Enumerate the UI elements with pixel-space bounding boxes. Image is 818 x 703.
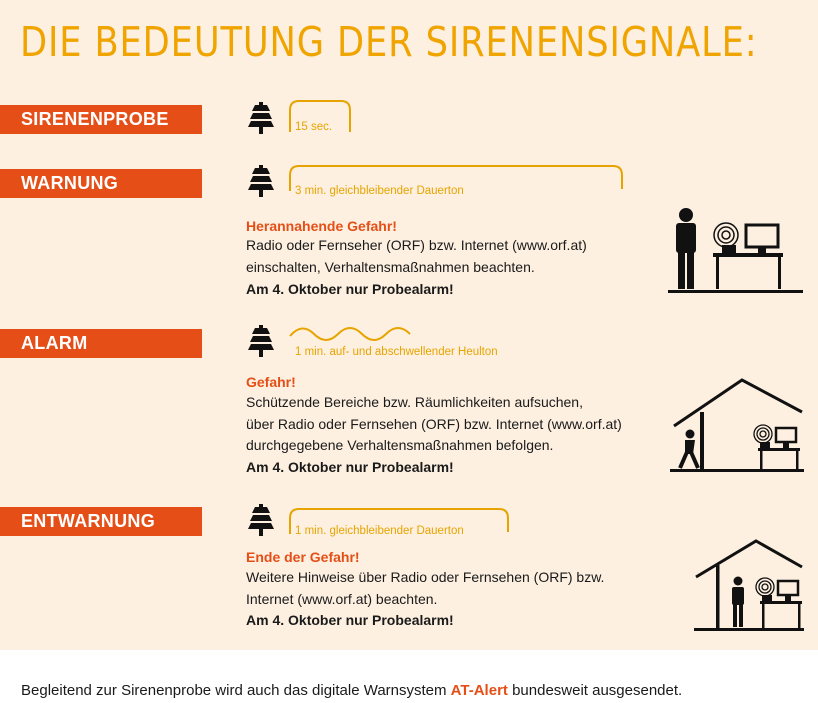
siren-icon xyxy=(246,325,276,357)
text-entwarnung-line-1: Weitere Hinweise über Radio oder Fernsehen (ORF) bzw. xyxy=(246,569,605,585)
note-entwarnung: Am 4. Oktober nur Probealarm! xyxy=(246,612,454,628)
label-sirenenprobe: SIRENENPROBE xyxy=(0,105,202,134)
person-at-tv-illustration xyxy=(668,205,803,295)
footer-text-after: bundesweit ausgesendet. xyxy=(507,682,683,699)
note-warnung: Am 4. Oktober nur Probealarm! xyxy=(246,281,454,297)
label-alarm: ALARM xyxy=(0,329,202,358)
heading-warnung: Herannahende Gefahr! xyxy=(246,218,397,234)
label-entwarnung: ENTWARNUNG xyxy=(0,507,202,536)
text-alarm-line-1: Schützende Bereiche bzw. Räumlichkeiten aufsuchen, xyxy=(246,394,583,410)
page-title: DIE BEDEUTUNG DER SIRENENSIGNALE: xyxy=(20,18,758,66)
house-standing-person-illustration xyxy=(694,539,806,631)
text-alarm-line-3: durchgegebene Verhaltensmaßnahmen befolgen. xyxy=(246,437,554,453)
text-entwarnung-line-2: Internet (www.orf.at) beachten. xyxy=(246,591,438,607)
footer-text-before: Begleitend zur Sirenenprobe wird auch das digitale Warnsystem xyxy=(21,682,451,699)
text-alarm-line-2: über Radio oder Fernsehen (ORF) bzw. Internet (www.orf.at) xyxy=(246,416,622,432)
tone-text-warnung: 3 min. gleichbleibender Dauerton xyxy=(295,185,464,197)
text-warnung-line-2: einschalten, Verhaltensmaßnahmen beachten. xyxy=(246,259,535,275)
tone-text-probe: 15 sec. xyxy=(295,121,333,133)
house-walking-person-illustration xyxy=(670,376,806,472)
siren-icon xyxy=(246,504,276,536)
tone-curve-alarm xyxy=(288,322,418,346)
footer-at-alert: AT-Alert xyxy=(450,682,508,699)
tone-text-entwarnung: 1 min. gleichbleibender Dauerton xyxy=(295,525,464,537)
tone-text-alarm: 1 min. auf- und abschwellender Heulton xyxy=(295,346,498,358)
text-warnung-line-1: Radio oder Fernseher (ORF) bzw. Internet (www.orf.at) xyxy=(246,237,587,253)
label-warnung: WARNUNG xyxy=(0,169,202,198)
heading-entwarnung: Ende der Gefahr! xyxy=(246,549,360,565)
note-alarm: Am 4. Oktober nur Probealarm! xyxy=(246,459,454,475)
footer-text xyxy=(21,682,682,699)
siren-icon xyxy=(246,165,276,197)
heading-alarm: Gefahr! xyxy=(246,374,296,390)
siren-icon xyxy=(246,102,276,134)
